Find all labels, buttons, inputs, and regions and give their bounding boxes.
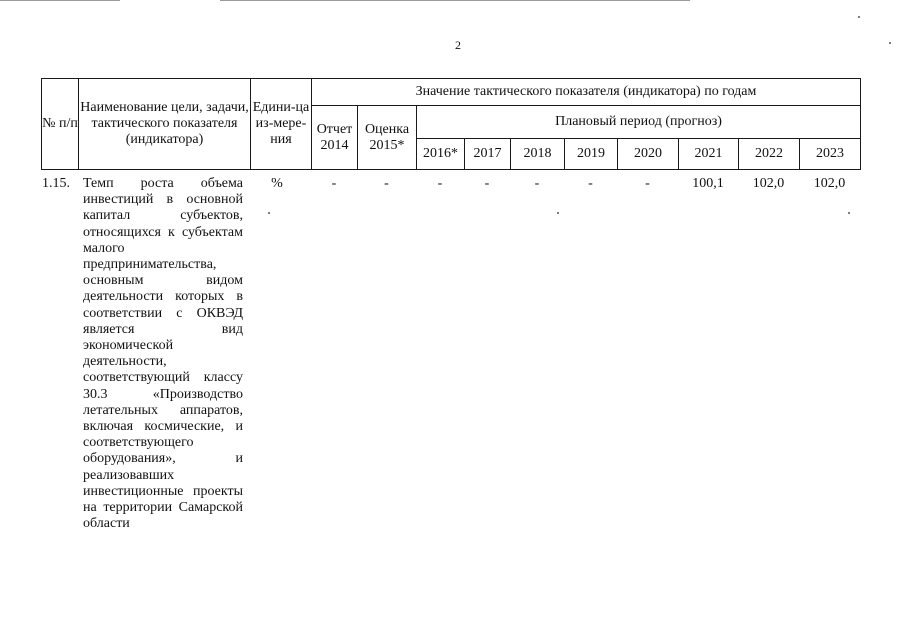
row-year-value: - bbox=[534, 176, 540, 191]
header-year: 2018 bbox=[511, 139, 565, 170]
header-report: Отчет 2014 bbox=[312, 106, 358, 170]
page-number: 2 bbox=[455, 38, 461, 52]
row-unit: % bbox=[271, 176, 283, 191]
header-year: 2022 bbox=[739, 139, 800, 170]
scan-speck bbox=[858, 16, 860, 18]
scan-speck bbox=[557, 212, 559, 214]
page-edge-mark bbox=[220, 0, 690, 1]
row-year-value: - bbox=[588, 176, 593, 191]
header-year: 2021 bbox=[679, 139, 739, 170]
header-estimate: Оценка 2015* bbox=[358, 106, 417, 170]
row-number: 1.15. bbox=[42, 176, 70, 191]
scan-speck bbox=[268, 212, 270, 214]
header-year: 2023 bbox=[800, 139, 861, 170]
row-year-value: 100,1 bbox=[692, 176, 724, 191]
scan-speck bbox=[889, 42, 891, 44]
header-num: № п/п bbox=[42, 79, 79, 170]
header-year: 2019 bbox=[565, 139, 618, 170]
header-year: 2016* bbox=[417, 139, 465, 170]
header-unit: Едини-ца из-мере-ния bbox=[251, 79, 312, 170]
header-year: 2017 bbox=[465, 139, 511, 170]
indicator-table-header bbox=[41, 78, 861, 170]
header-values-group: Значение тактического показателя (индикатора) по годам bbox=[312, 79, 861, 106]
scan-speck bbox=[848, 212, 850, 214]
row-indicator-name: Темп роста объема инвестиций в основной капитал субъектов, относящихся к субъектам малого предпринимательства, основным видом деятельности которых в соответствии с ОКВЭД является вид экономической деятельности, соответствующий классу 30.3 «Производство летательных аппаратов, включая космические, и соответствующего оборудования», и реализовавших инвестиционные проекты на территории Самарской области bbox=[83, 176, 243, 532]
row-year-value: 102,0 bbox=[752, 176, 785, 191]
row-year-value: - bbox=[437, 176, 443, 191]
row-year-value: - bbox=[484, 176, 490, 191]
header-plan-group: Плановый период (прогноз) bbox=[417, 106, 861, 139]
row-estimate-value: - bbox=[384, 176, 389, 191]
row-year-value: - bbox=[645, 176, 650, 191]
row-report-value: - bbox=[331, 176, 337, 191]
row-year-value: 102,0 bbox=[813, 176, 846, 191]
page-edge-mark bbox=[0, 0, 120, 1]
header-year: 2020 bbox=[618, 139, 679, 170]
header-name: Наименование цели, задачи, тактического показателя (индикатора) bbox=[79, 79, 251, 170]
